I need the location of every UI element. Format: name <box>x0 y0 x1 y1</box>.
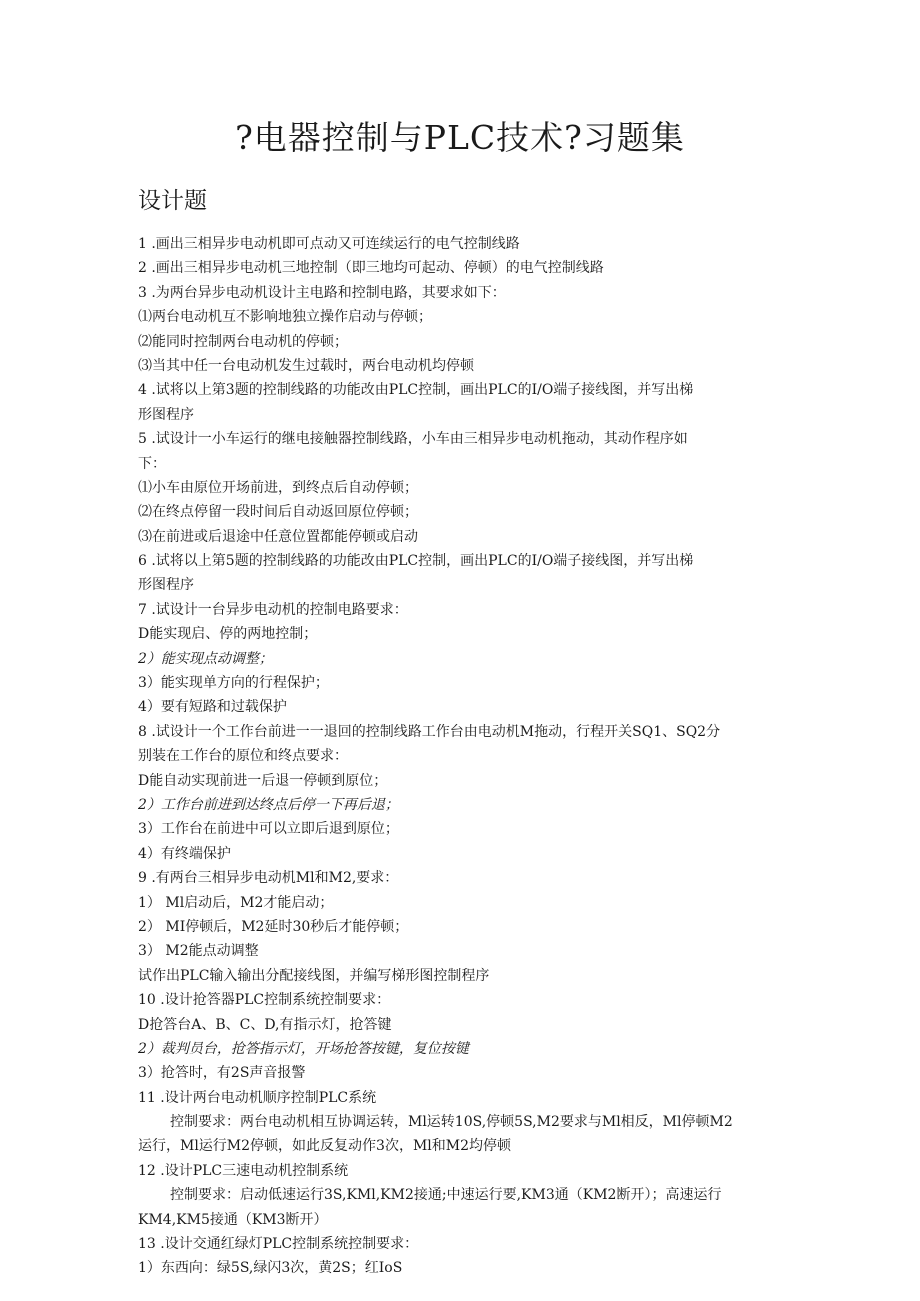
text-line: 2）裁判员台，抢答指示灯，开场抢答按键，复位按键 <box>138 1040 469 1057</box>
text-line: 3 .为两台异步电动机设计主电路和控制电路，其要求如下： <box>138 284 506 301</box>
text-line: 3）工作台在前进中可以立即后退到原位； <box>138 821 399 838</box>
text-line: D能自动实现前进一后退一停顿到原位； <box>138 772 388 789</box>
text-line: D能实现启、停的两地控制； <box>138 626 318 643</box>
document-body <box>138 232 788 1281</box>
text-line: 4）有终端保护 <box>138 845 231 862</box>
text-line: 运行，Ml运行M2停顿，如此反复动作3次，Ml和M2均停顿 <box>138 1138 512 1155</box>
text-line: 9 .有两台三相异步电动机Ml和M2,要求： <box>138 870 399 887</box>
text-line: 下： <box>138 455 166 472</box>
text-line: ⑶在前进或后退途中任意位置都能停顿或启动 <box>138 528 418 545</box>
text-line: 1）东西向：绿5S,绿闪3次，黄2S；红IoS <box>138 1260 403 1277</box>
text-line: 控制要求：两台电动机相互协调运转，Ml运转10S,停顿5S,M2要求与Ml相反，Ml停顿M2 <box>170 1114 733 1131</box>
text-line: 形图程序 <box>138 406 194 423</box>
text-line: 1 .画出三相异步电动机即可点动又可连续运行的电气控制线路 <box>138 236 520 252</box>
text-line: ⑶当其中任一台电动机发生过载时，两台电动机均停顿 <box>138 357 474 374</box>
section-heading: 设计题 <box>138 188 207 214</box>
text-line: 1） Ml启动后，M2才能启动； <box>138 894 334 911</box>
text-line: 2 .画出三相异步电动机三地控制（即三地均可起动、停顿）的电气控制线路 <box>138 260 604 277</box>
text-line: ⑴小车由原位开场前进，到终点后自动停顿； <box>138 479 418 496</box>
text-line: 10 .设计抢答器PLC控制系统控制要求： <box>138 992 391 1009</box>
text-line: 3） M2能点动调整 <box>138 943 259 960</box>
text-line: 8 .试设计一个工作台前进一一退回的控制线路工作台由电动机M拖动，行程开关SQ1、SQ2分 <box>138 723 721 740</box>
text-line: 12 .设计PLC三速电动机控制系统 <box>138 1162 349 1179</box>
text-line: 2）能实现点动调整； <box>138 650 273 667</box>
text-line: 6 .试将以上第5题的控制线路的功能改由PLC控制，画出PLC的I/O端子接线图，并写出梯 <box>138 553 694 570</box>
text-line: 2） MI停顿后，M2延时30秒后才能停顿； <box>138 918 409 935</box>
text-line: 控制要求：启动低速运行3S,KMl,KM2接通;中速运行要,KM3通（KM2断开）；高速运行 <box>170 1187 722 1204</box>
text-line: 试作出PLC输入输出分配接线图，并编写梯形图控制程序 <box>138 967 490 984</box>
text-line: 7 .试设计一台异步电动机的控制电路要求： <box>138 601 408 618</box>
text-line: ⑴两台电动机互不影响地独立操作启动与停顿； <box>138 309 432 326</box>
text-line: 5 .试设计一小车运行的继电接触器控制线路，小车由三相异步电动机拖动，其动作程序如 <box>138 431 688 448</box>
text-line: 3）能实现单方向的行程保护； <box>138 675 329 692</box>
text-line: 3）抢答时，有2S声音报警 <box>138 1065 306 1082</box>
text-line: 别装在工作台的原位和终点要求： <box>138 748 348 765</box>
text-line: 11 .设计两台电动机顺序控制PLC系统 <box>138 1089 377 1106</box>
text-line: ⑵在终点停留一段时间后自动返回原位停顿； <box>138 504 418 521</box>
text-line: 13 .设计交通红绿灯PLC控制系统控制要求： <box>138 1236 419 1253</box>
document-title: ?电器控制与PLC技术?习题集 <box>235 118 685 157</box>
text-line: KM4,KM5接通（KM3断开） <box>138 1211 328 1228</box>
text-line: 4）要有短路和过载保护 <box>138 699 287 716</box>
text-line: ⑵能同时控制两台电动机的停顿； <box>138 333 348 350</box>
text-line: 形图程序 <box>138 577 194 594</box>
text-line: D抢答台A、B、C、D,有指示灯，抢答键 <box>138 1016 392 1033</box>
text-line: 2）工作台前进到达终点后停一下再后退； <box>138 796 399 813</box>
text-line: 4 .试将以上第3题的控制线路的功能改由PLC控制，画出PLC的I/O端子接线图，并写出梯 <box>138 382 694 399</box>
